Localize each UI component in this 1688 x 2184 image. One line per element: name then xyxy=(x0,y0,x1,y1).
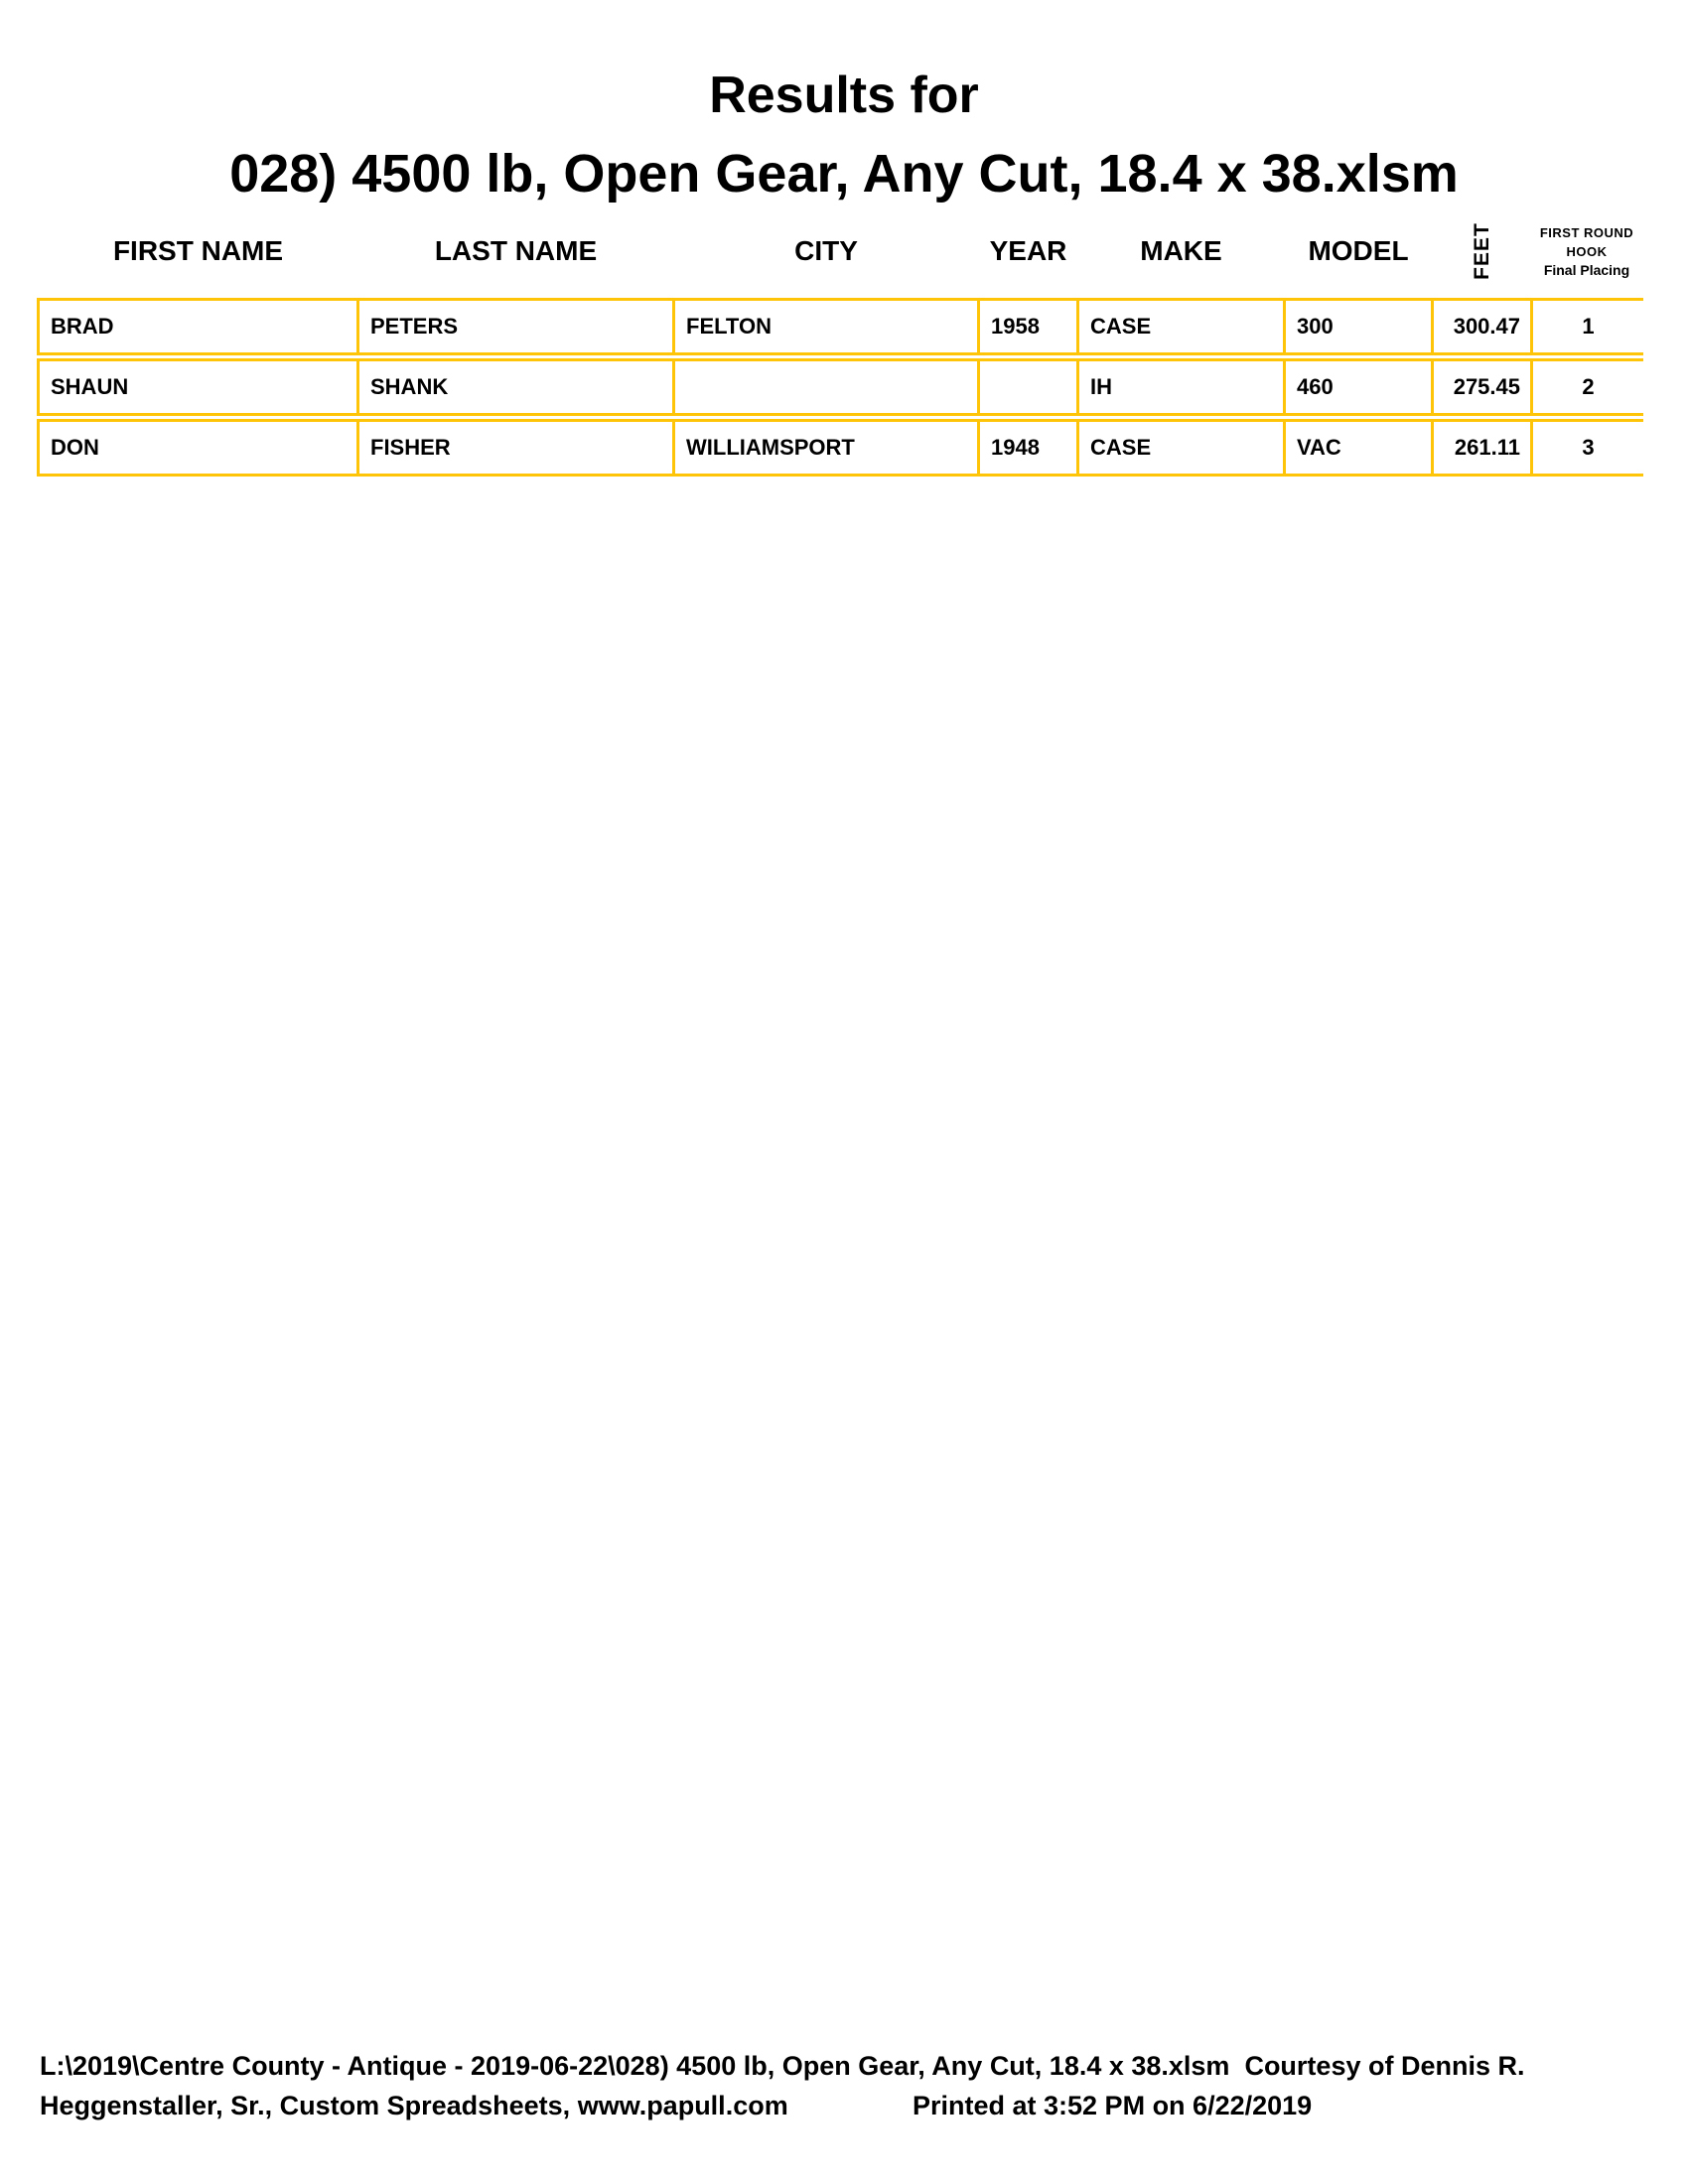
column-header-last-name: LAST NAME xyxy=(434,235,598,266)
page-title: Results for xyxy=(709,67,979,124)
cell-city: FELTON xyxy=(675,301,980,352)
cell-year xyxy=(980,361,1079,413)
cell-city xyxy=(675,361,980,413)
cell-feet: 275.45 xyxy=(1434,361,1533,413)
cell-first-name: BRAD xyxy=(40,301,359,352)
footer-printed-timestamp: Printed at 3:52 PM on 6/22/2019 xyxy=(913,2091,1313,2120)
column-header-feet-label: FEET xyxy=(1470,222,1493,280)
cell-last-name: PETERS xyxy=(359,301,675,352)
cell-placing: 1 xyxy=(1582,314,1595,339)
cell-feet: 300.47 xyxy=(1434,301,1533,352)
column-header-first-round: FIRST ROUND xyxy=(1539,224,1634,240)
cell-feet: 261.11 xyxy=(1434,422,1533,474)
cell-year: 1948 xyxy=(980,422,1079,474)
results-table xyxy=(37,298,1643,477)
footer-path-line: L:\2019\Centre County - Antique - 2019-06-22\028) 4500 lb, Open Gear, Any Cut, 18.4 x 38.xlsm Courtesy of Dennis R. xyxy=(40,2051,1525,2081)
cell-model: VAC xyxy=(1286,422,1434,474)
cell-first-name: SHAUN xyxy=(40,361,359,413)
table-row xyxy=(37,298,1643,355)
cell-model: 460 xyxy=(1286,361,1434,413)
cell-city: WILLIAMSPORT xyxy=(675,422,980,474)
column-header-first-name: FIRST NAME xyxy=(112,235,284,266)
column-header-placing-lines xyxy=(1540,223,1633,280)
column-header-hook: HOOK xyxy=(1566,243,1608,259)
column-header-make: MAKE xyxy=(1140,235,1222,266)
cell-placing: 2 xyxy=(1582,374,1595,399)
cell-make: IH xyxy=(1079,361,1286,413)
cell-year: 1958 xyxy=(980,301,1079,352)
cell-last-name: SHANK xyxy=(359,361,675,413)
cell-last-name: FISHER xyxy=(359,422,675,474)
table-row xyxy=(37,419,1643,477)
cell-model: 300 xyxy=(1286,301,1434,352)
column-header-model: MODEL xyxy=(1308,235,1409,266)
page-subtitle-filename: 028) 4500 lb, Open Gear, Any Cut, 18.4 x 38.xlsm xyxy=(229,144,1459,204)
cell-first-name: DON xyxy=(40,422,359,474)
cell-placing: 3 xyxy=(1582,435,1595,460)
table-header-row xyxy=(40,210,1643,292)
column-header-feet xyxy=(1434,210,1533,292)
column-header-city: CITY xyxy=(794,235,858,266)
column-header-placing xyxy=(1533,210,1643,292)
cell-make: CASE xyxy=(1079,301,1286,352)
column-header-year: YEAR xyxy=(989,235,1067,266)
cell-make: CASE xyxy=(1079,422,1286,474)
footer-credit-line: Heggenstaller, Sr., Custom Spreadsheets, www.papull.com xyxy=(40,2091,788,2120)
table-row xyxy=(37,358,1643,416)
column-header-final-placing: Final Placing xyxy=(1543,261,1630,278)
